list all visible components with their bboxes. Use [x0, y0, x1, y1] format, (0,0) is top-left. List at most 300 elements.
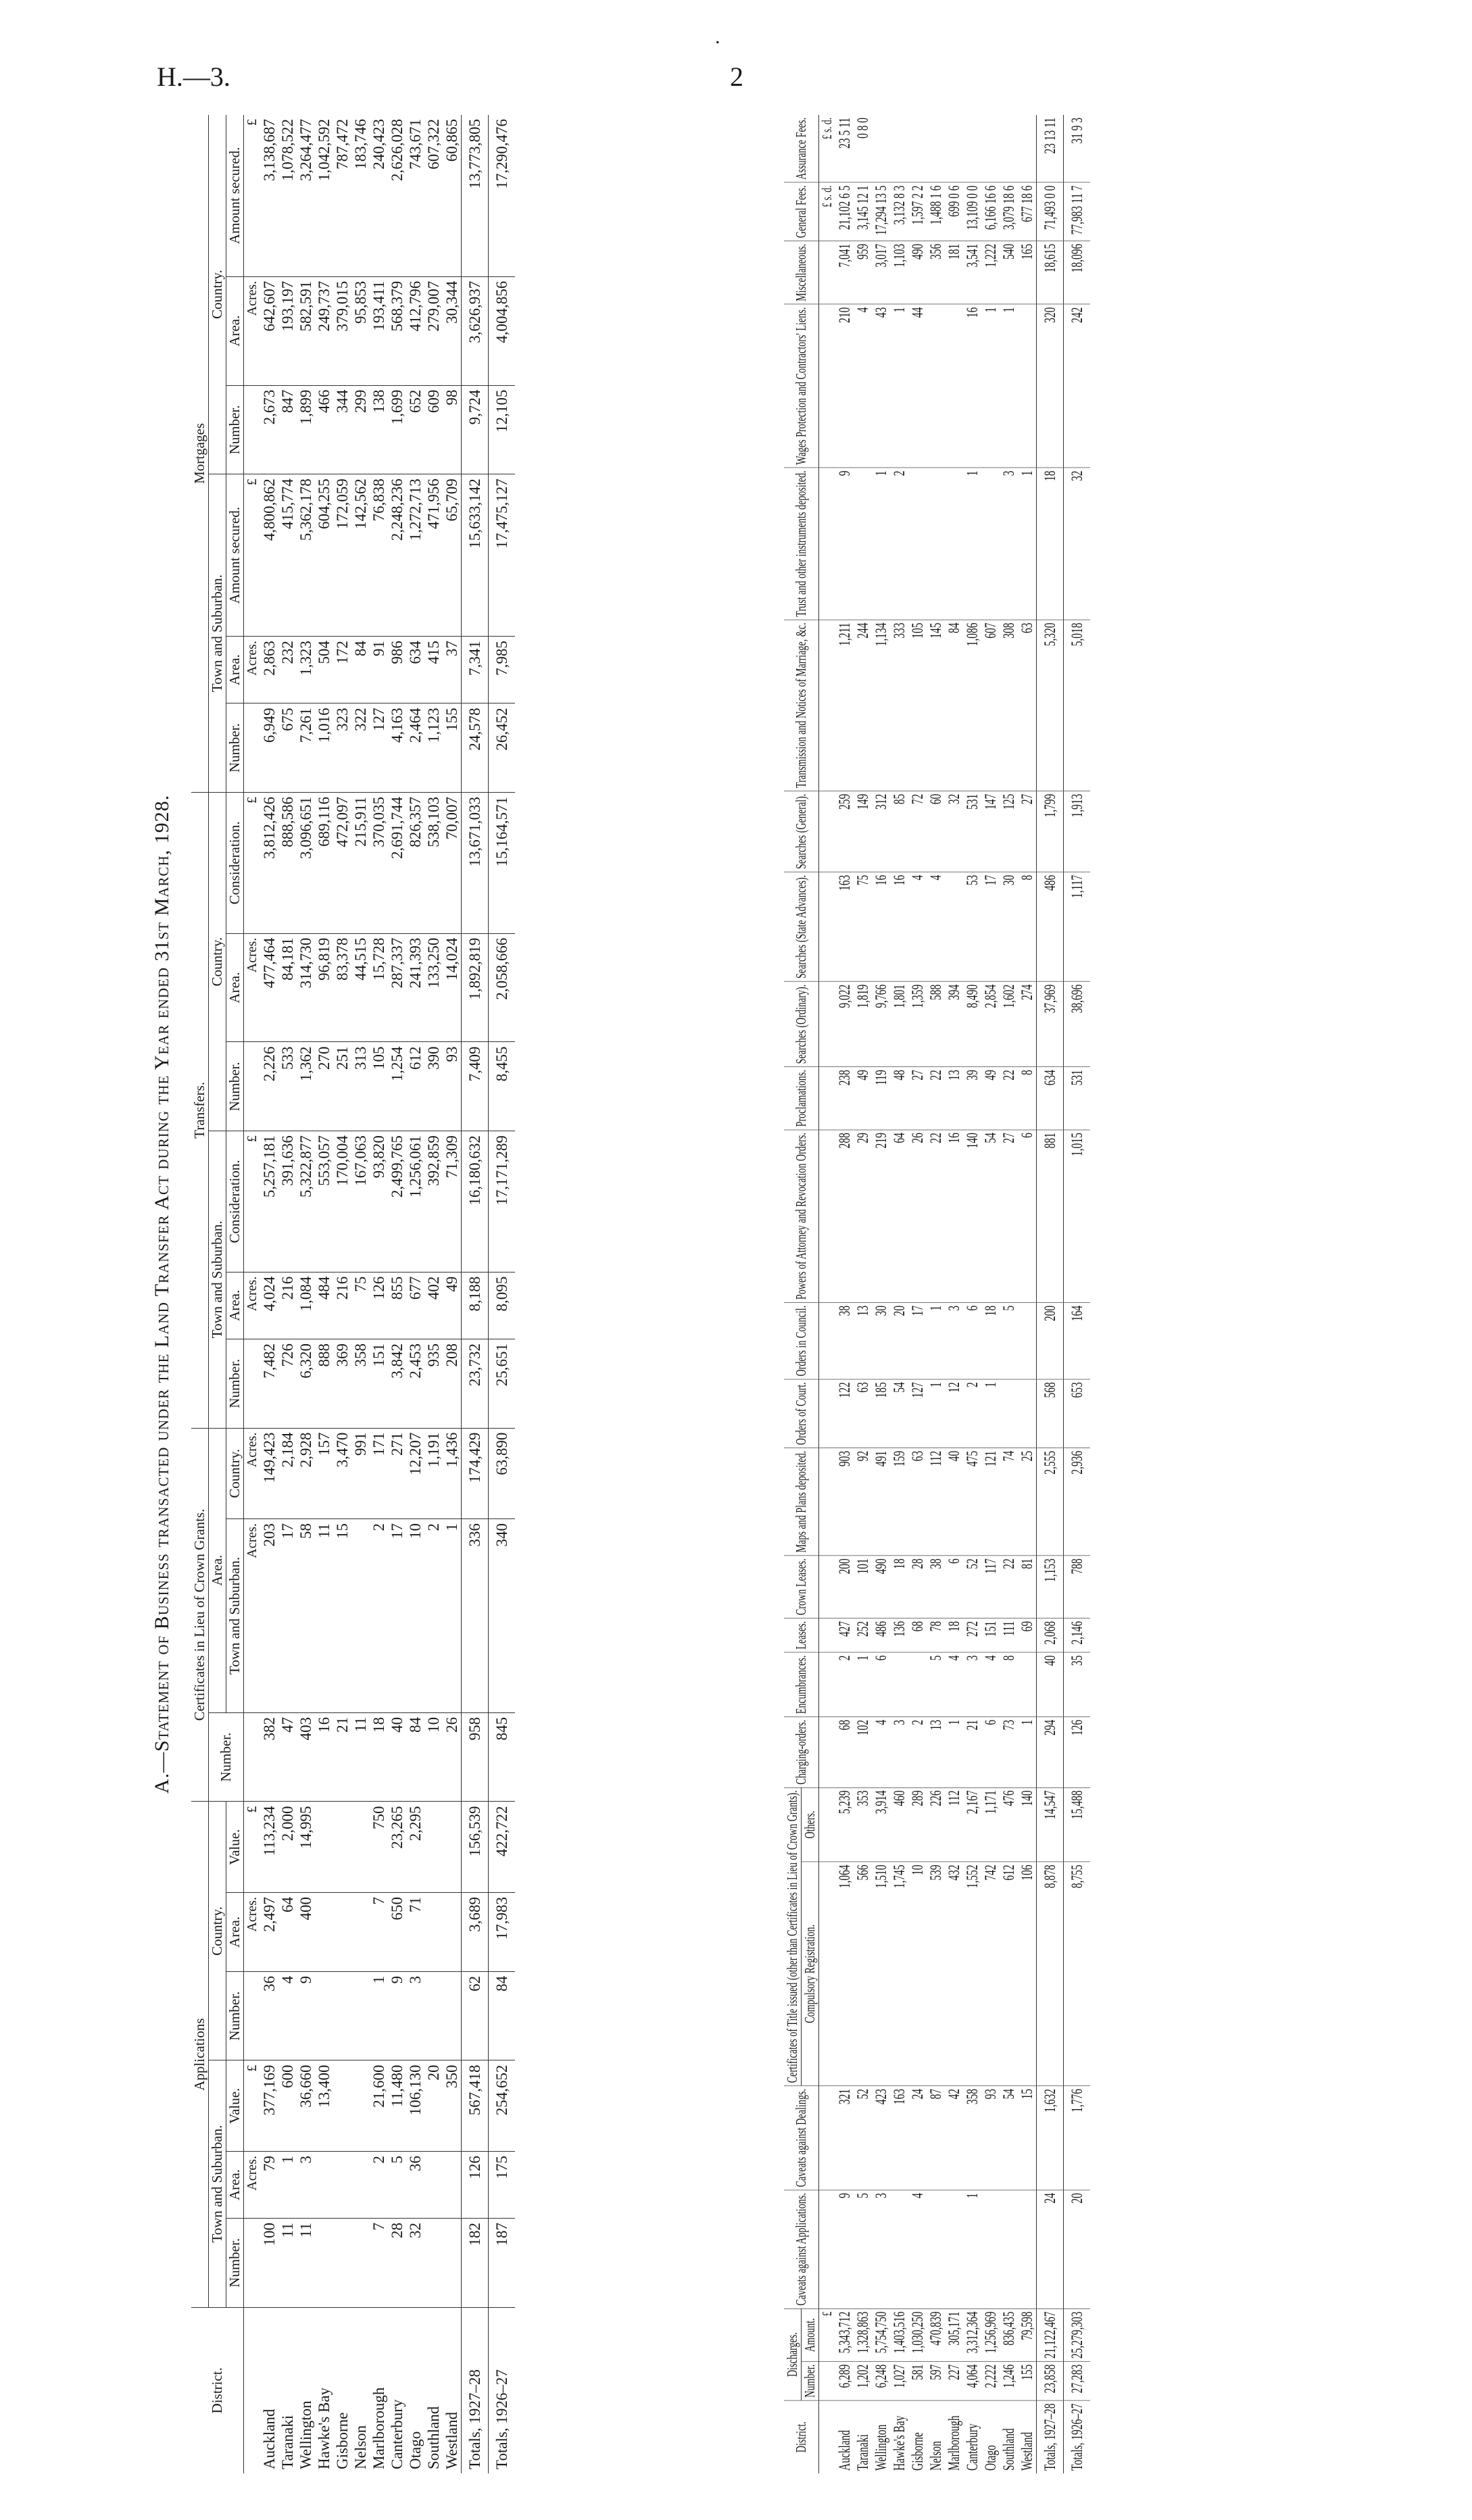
data-cell: 39 [963, 1067, 981, 1130]
total-cell: 5,320 [1037, 620, 1064, 791]
statement-panel-upper [152, 115, 515, 2473]
data-cell: 491 [872, 1448, 890, 1556]
col-header: Number. [226, 1042, 244, 1131]
total-cell: 5,018 [1064, 620, 1091, 791]
col-header: Value. [226, 1802, 244, 1892]
unit-cell [819, 791, 836, 872]
district-name: Wellington [297, 2400, 314, 2469]
table-row [981, 115, 1000, 2473]
data-cell: 400 [297, 1892, 315, 1971]
data-cell: 3,017 [872, 241, 890, 304]
total-cell: 2,068 [1037, 1619, 1064, 1653]
district-name: Taranaki [279, 2415, 296, 2469]
data-cell: 93,820 [370, 1131, 388, 1273]
data-cell: 27 [908, 1067, 927, 1130]
data-cell: 167,063 [351, 1131, 370, 1273]
data-cell: 69 [1018, 1619, 1037, 1653]
data-cell [443, 2151, 462, 2218]
data-cell: 323 [333, 703, 351, 793]
data-cell: 44,515 [351, 933, 370, 1042]
data-cell: 49 [443, 1272, 462, 1339]
data-cell: 47 [278, 1712, 297, 1802]
col-header: Powers of Attorney and Revocation Orders. [784, 1130, 819, 1303]
unit-cell [819, 1652, 836, 1716]
data-cell: 1 [981, 1379, 1000, 1448]
data-cell: 402 [424, 1272, 443, 1339]
group-mortgages: Mortgages [191, 115, 209, 793]
sub-certificates-area: Area. [209, 1428, 226, 1712]
district-name: Southland [1000, 2428, 1017, 2471]
total-cell: 35 [1064, 1652, 1091, 1716]
total-cell: 156,539 [462, 1802, 489, 1892]
data-cell: 1 [1000, 304, 1018, 468]
total-cell: 38,696 [1064, 981, 1091, 1066]
data-cell: 490 [872, 1556, 890, 1619]
unit-cell [244, 2219, 261, 2308]
col-caveats-dealings: Caveats against Dealings. [784, 2086, 819, 2190]
data-cell: 568,379 [388, 276, 406, 385]
sub-transfers-country: Country. [209, 793, 226, 1131]
data-cell: 140 [1018, 1787, 1037, 1862]
table-row [835, 115, 854, 2473]
col-header: Encumbrances. [784, 1652, 819, 1716]
data-cell [1018, 115, 1037, 182]
unit-cell [819, 1787, 836, 1862]
data-cell: 3,812,426 [260, 793, 278, 934]
data-cell: 100 [260, 2219, 278, 2308]
data-cell: 2 [370, 1519, 388, 1713]
total-cell: 15,633,142 [462, 474, 489, 637]
data-cell: 312 [872, 791, 890, 872]
data-cell: 2 [963, 1379, 981, 1448]
total-cell: 340 [489, 1519, 516, 1713]
data-cell: 145 [927, 620, 945, 791]
data-cell: 200 [835, 1556, 854, 1619]
data-cell: 2,854 [981, 981, 1000, 1066]
data-cell: 5,257,181 [260, 1131, 278, 1273]
unit-cell: Acres. [244, 1519, 261, 1713]
data-cell: 476 [1000, 1787, 1018, 1862]
data-cell [890, 1652, 908, 1716]
data-cell: 3 [890, 1717, 908, 1788]
data-cell: 136 [890, 1619, 908, 1653]
data-cell: 652 [406, 385, 424, 474]
data-cell: 726 [278, 1339, 297, 1428]
data-cell: 358 [963, 2086, 981, 2190]
total-cell: 1,913 [1064, 791, 1091, 872]
total-cell: 958 [462, 1712, 489, 1802]
data-cell: 6,949 [260, 703, 278, 793]
col-header: Value. [226, 2060, 244, 2151]
data-cell [927, 468, 945, 620]
table-row [443, 115, 462, 2473]
group-applications: Applications [191, 1802, 209, 2307]
total-cell: 294 [1037, 1717, 1064, 1788]
unit-cell: Acres. [244, 276, 261, 385]
data-cell: 1,256,061 [406, 1131, 424, 1273]
data-cell: 193,197 [278, 276, 297, 385]
data-cell: 6,289 [835, 2361, 854, 2400]
data-cell: 36,660 [297, 2060, 315, 2151]
data-cell [981, 115, 1000, 182]
data-cell: 112 [927, 1448, 945, 1556]
data-cell: 289 [908, 1787, 927, 1862]
data-cell: 344 [333, 385, 351, 474]
unit-cell [819, 304, 836, 468]
data-cell: 98 [443, 385, 462, 474]
data-cell: 71,309 [443, 1131, 462, 1273]
total-cell: 1,117 [1064, 872, 1091, 981]
district-name: Otago [982, 2445, 999, 2471]
data-cell: 240,423 [370, 115, 388, 276]
data-cell: 1,362 [297, 1042, 315, 1131]
unit-cell: £ [244, 793, 261, 934]
unit-cell: Acres. [244, 933, 261, 1042]
data-cell: 54 [1000, 2086, 1018, 2190]
data-cell: 151 [370, 1339, 388, 1428]
total-cell: 1,153 [1037, 1556, 1064, 1619]
data-cell: 22 [1000, 1067, 1018, 1130]
stray-dot-mark: . [715, 26, 720, 48]
data-cell: 42 [945, 2086, 963, 2190]
data-cell: 40 [945, 1448, 963, 1556]
data-cell [927, 2190, 945, 2308]
data-cell: 32 [945, 791, 963, 872]
data-cell: 415,774 [278, 474, 297, 637]
total-cell: 8,095 [489, 1272, 516, 1339]
data-cell: 607 [981, 620, 1000, 791]
data-cell: 4 [278, 1971, 297, 2060]
data-cell: 83,378 [333, 933, 351, 1042]
data-cell: 358 [351, 1339, 370, 1428]
data-cell: 8 [1018, 872, 1037, 981]
totals-row [489, 115, 516, 2473]
data-cell: 171 [370, 1428, 388, 1518]
data-cell: 6 [963, 1302, 981, 1379]
data-cell: 566 [854, 1862, 872, 2086]
data-cell: 36 [406, 2151, 424, 2218]
data-cell: 1,222 [981, 241, 1000, 304]
data-cell: 1 [1018, 468, 1037, 620]
data-cell: 1,323 [297, 637, 315, 703]
data-cell [1018, 304, 1037, 468]
data-cell: 2,499,765 [388, 1131, 406, 1273]
data-cell: 6,320 [297, 1339, 315, 1428]
data-cell: 6,248 [872, 2361, 890, 2400]
col-header: Proclamations. [784, 1067, 819, 1130]
col-header: Compulsory Registration. [802, 1862, 819, 2086]
data-cell: 2 [835, 1652, 854, 1716]
data-cell: 38 [927, 1556, 945, 1619]
total-cell: 62 [462, 1971, 489, 2060]
unit-cell: £ [244, 115, 261, 276]
data-cell: 9 [388, 1971, 406, 2060]
data-cell [351, 1892, 370, 1971]
data-cell: 1 [370, 1971, 388, 2060]
unit-cell [819, 1302, 836, 1379]
data-cell: 3 [297, 2151, 315, 2218]
total-cell: 2,146 [1064, 1619, 1091, 1653]
data-cell: 149 [854, 791, 872, 872]
data-cell: 44 [908, 304, 927, 468]
totals-label: Totals, 1926–27 [1064, 2400, 1091, 2473]
data-cell: 244 [854, 620, 872, 791]
statement-panel-lower [770, 118, 1090, 2473]
data-cell: 888,586 [278, 793, 297, 934]
col-header: Searches (State Advances). [784, 872, 819, 981]
group-discharges: Discharges. [784, 2308, 802, 2400]
total-cell: 13,773,805 [462, 115, 489, 276]
sub-transfers-town: Town and Suburban. [209, 1131, 226, 1428]
data-cell: 13,109 0 0 [963, 182, 981, 241]
data-cell: 93 [981, 2086, 1000, 2190]
district-name: Southland [425, 2406, 442, 2469]
data-cell: 1 [872, 468, 890, 620]
unit-cell [819, 1619, 836, 1653]
data-cell: 675 [278, 703, 297, 793]
data-cell [333, 1971, 351, 2060]
district-name: Westland [1019, 2431, 1035, 2471]
table-row [388, 115, 406, 2473]
data-cell: 1 [854, 1652, 872, 1716]
data-cell: 11 [351, 1712, 370, 1802]
data-cell: 27 [1000, 1130, 1018, 1303]
total-cell: 24,578 [462, 703, 489, 793]
data-cell [424, 1971, 443, 2060]
data-cell: 2 [424, 1519, 443, 1713]
data-cell: 5,322,877 [297, 1131, 315, 1273]
data-cell: 14,995 [297, 1802, 315, 1892]
total-cell: 77,983 11 7 [1064, 182, 1091, 241]
data-cell: 609 [424, 385, 443, 474]
data-cell: 677 18 6 [1018, 182, 1037, 241]
data-cell: 4,064 [963, 2361, 981, 2400]
data-cell: 79 [260, 2151, 278, 2218]
totals-row [462, 115, 489, 2473]
data-cell: 68 [835, 1717, 854, 1788]
table-row [406, 115, 424, 2473]
data-cell: 986 [388, 637, 406, 703]
col-header: Number. [226, 2219, 244, 2308]
data-cell: 8 [1000, 1652, 1018, 1716]
data-cell: 272 [963, 1619, 981, 1653]
data-cell [1000, 2190, 1018, 2308]
data-cell: 13 [927, 1717, 945, 1788]
data-cell: 369 [333, 1339, 351, 1428]
data-cell: 1 [981, 304, 1000, 468]
col-header: Crown Leases. [784, 1556, 819, 1619]
data-cell: 52 [854, 2086, 872, 2190]
data-cell: 17 [278, 1519, 297, 1713]
data-cell: 855 [388, 1272, 406, 1339]
data-cell: 3 [1000, 468, 1018, 620]
district-name: Gisborne [909, 2432, 926, 2471]
unit-cell: Acres. [244, 637, 261, 703]
data-cell: 1,436 [443, 1428, 462, 1518]
data-cell: 21,102 6 5 [835, 182, 854, 241]
data-cell: 689,116 [315, 793, 333, 934]
data-cell: 127 [908, 1379, 927, 1448]
col-header: Assurance Fees. [784, 115, 819, 182]
data-cell: 84 [351, 637, 370, 703]
data-cell: 3,138,687 [260, 115, 278, 276]
data-cell [351, 2060, 370, 2151]
data-cell: 650 [388, 1892, 406, 1971]
unit-cell [244, 1971, 261, 2060]
data-cell: 612 [406, 1042, 424, 1131]
data-cell: 1,899 [297, 385, 315, 474]
col-header: Consideration. [226, 793, 244, 934]
data-cell: 8 [1018, 1067, 1037, 1130]
data-cell: 5,754,750 [872, 2308, 890, 2361]
col-header: Miscellaneous. [784, 241, 819, 304]
district-name: Westland [443, 2411, 460, 2469]
data-cell [315, 1971, 333, 2060]
data-cell [981, 468, 1000, 620]
data-cell: 470,839 [927, 2308, 945, 2361]
data-cell: 9,022 [835, 981, 854, 1066]
data-cell: 477,464 [260, 933, 278, 1042]
data-cell: 6 [945, 1556, 963, 1619]
data-cell: 24 [908, 2086, 927, 2190]
data-cell: 151 [981, 1619, 1000, 1653]
col-header: Leases. [784, 1619, 819, 1653]
data-cell: 40 [388, 1712, 406, 1802]
total-cell: 40 [1037, 1652, 1064, 1716]
data-cell: 81 [1018, 1556, 1037, 1619]
page-number: 2 [730, 61, 743, 92]
table-row [315, 115, 333, 2473]
data-cell: 11 [315, 1519, 333, 1713]
data-cell: 15 [1018, 2086, 1037, 2190]
unit-cell [819, 2400, 836, 2473]
data-cell: 4 [872, 1717, 890, 1788]
data-cell: 4 [908, 872, 927, 981]
data-cell: 1,597 2 2 [908, 182, 927, 241]
data-cell: 3,312,364 [963, 2308, 981, 2361]
col-header: Others. [802, 1787, 819, 1862]
data-cell: 597 [927, 2361, 945, 2400]
data-cell: 2,497 [260, 1892, 278, 1971]
data-cell: 43 [872, 304, 890, 468]
total-cell: 531 [1064, 1067, 1091, 1130]
data-cell: 314,730 [297, 933, 315, 1042]
table-row [1018, 115, 1037, 2473]
data-cell: 1 [963, 468, 981, 620]
data-cell: 472,097 [333, 793, 351, 934]
data-cell: 1,064 [835, 1862, 854, 2086]
col-header: Searches (Ordinary). [784, 981, 819, 1066]
data-cell: 16 [872, 872, 890, 981]
data-cell: 1,272,713 [406, 474, 424, 637]
data-cell: 1 [963, 2190, 981, 2308]
data-cell: 484 [315, 1272, 333, 1339]
data-cell: 9 [297, 1971, 315, 2060]
total-cell: 32 [1064, 468, 1091, 620]
data-cell: 2 [370, 2151, 388, 2218]
district-name: Marlborough [370, 2387, 387, 2469]
data-cell: 23,265 [388, 1802, 406, 1892]
data-cell [443, 1802, 462, 1892]
data-cell [927, 115, 945, 182]
data-cell: 486 [872, 1619, 890, 1653]
data-cell: 394 [945, 981, 963, 1066]
data-cell: 305,171 [945, 2308, 963, 2361]
totals-label: Totals, 1927–28 [462, 2307, 489, 2473]
applications-transfers-mortgages-table [191, 115, 515, 2473]
data-cell [1018, 1302, 1037, 1379]
data-cell [908, 115, 927, 182]
group-certificates-in-lieu: Certificates in Lieu of Crown Grants. [191, 1428, 209, 1802]
total-cell: 126 [1064, 1717, 1091, 1788]
data-cell [945, 2190, 963, 2308]
data-cell: 149,423 [260, 1428, 278, 1518]
data-cell: 3,470 [333, 1428, 351, 1518]
data-cell: 4 [927, 872, 945, 981]
data-cell: 1,103 [890, 241, 908, 304]
data-cell: 7,261 [297, 703, 315, 793]
data-cell: 26 [443, 1712, 462, 1802]
data-cell: 4 [945, 1652, 963, 1716]
data-cell [1018, 1652, 1037, 1716]
data-cell: 2,453 [406, 1339, 424, 1428]
data-cell [333, 2060, 351, 2151]
data-cell: 79,598 [1018, 2308, 1037, 2361]
data-cell [927, 304, 945, 468]
data-cell: 84 [406, 1712, 424, 1802]
data-cell: 58 [297, 1519, 315, 1713]
data-cell: 16 [890, 872, 908, 981]
total-cell: 18,615 [1037, 241, 1064, 304]
total-cell: 2,936 [1064, 1448, 1091, 1556]
total-cell: 164 [1064, 1302, 1091, 1379]
data-cell: 288 [835, 1130, 854, 1303]
col-header: Wages Protection and Contractors' Liens. [784, 304, 819, 468]
data-cell [351, 2219, 370, 2308]
data-cell: 750 [370, 1802, 388, 1892]
unit-cell [819, 2190, 836, 2308]
total-cell: 15,164,571 [489, 793, 516, 934]
data-cell: 1,016 [315, 703, 333, 793]
col-header: Area. [226, 1272, 244, 1339]
data-cell: 215,911 [351, 793, 370, 934]
data-cell: 101 [854, 1556, 872, 1619]
col-header: Number. [226, 1339, 244, 1428]
col-header: Maps and Plans deposited. [784, 1448, 819, 1556]
data-cell: 600 [278, 2060, 297, 2151]
total-cell: 18,096 [1064, 241, 1091, 304]
sub-mortgages-country: Country. [209, 115, 226, 474]
data-cell: 32 [406, 2219, 424, 2308]
data-cell: 466 [315, 385, 333, 474]
district-name: Auckland [836, 2429, 853, 2471]
col-district-2: District. [784, 2400, 819, 2473]
total-cell: 12,105 [489, 385, 516, 474]
data-cell: 423 [872, 2086, 890, 2190]
data-cell: 85 [890, 791, 908, 872]
data-cell: 26 [908, 1130, 927, 1303]
district-name: Nelson [927, 2441, 944, 2471]
data-cell: 172 [333, 637, 351, 703]
data-cell [443, 1892, 462, 1971]
data-cell: 531 [963, 791, 981, 872]
data-cell [424, 2151, 443, 2218]
total-cell: 254,652 [489, 2060, 516, 2151]
data-cell: 5,362,178 [297, 474, 315, 637]
unit-cell [819, 872, 836, 981]
data-cell: 321 [835, 2086, 854, 2190]
data-cell: 18 [890, 1556, 908, 1619]
